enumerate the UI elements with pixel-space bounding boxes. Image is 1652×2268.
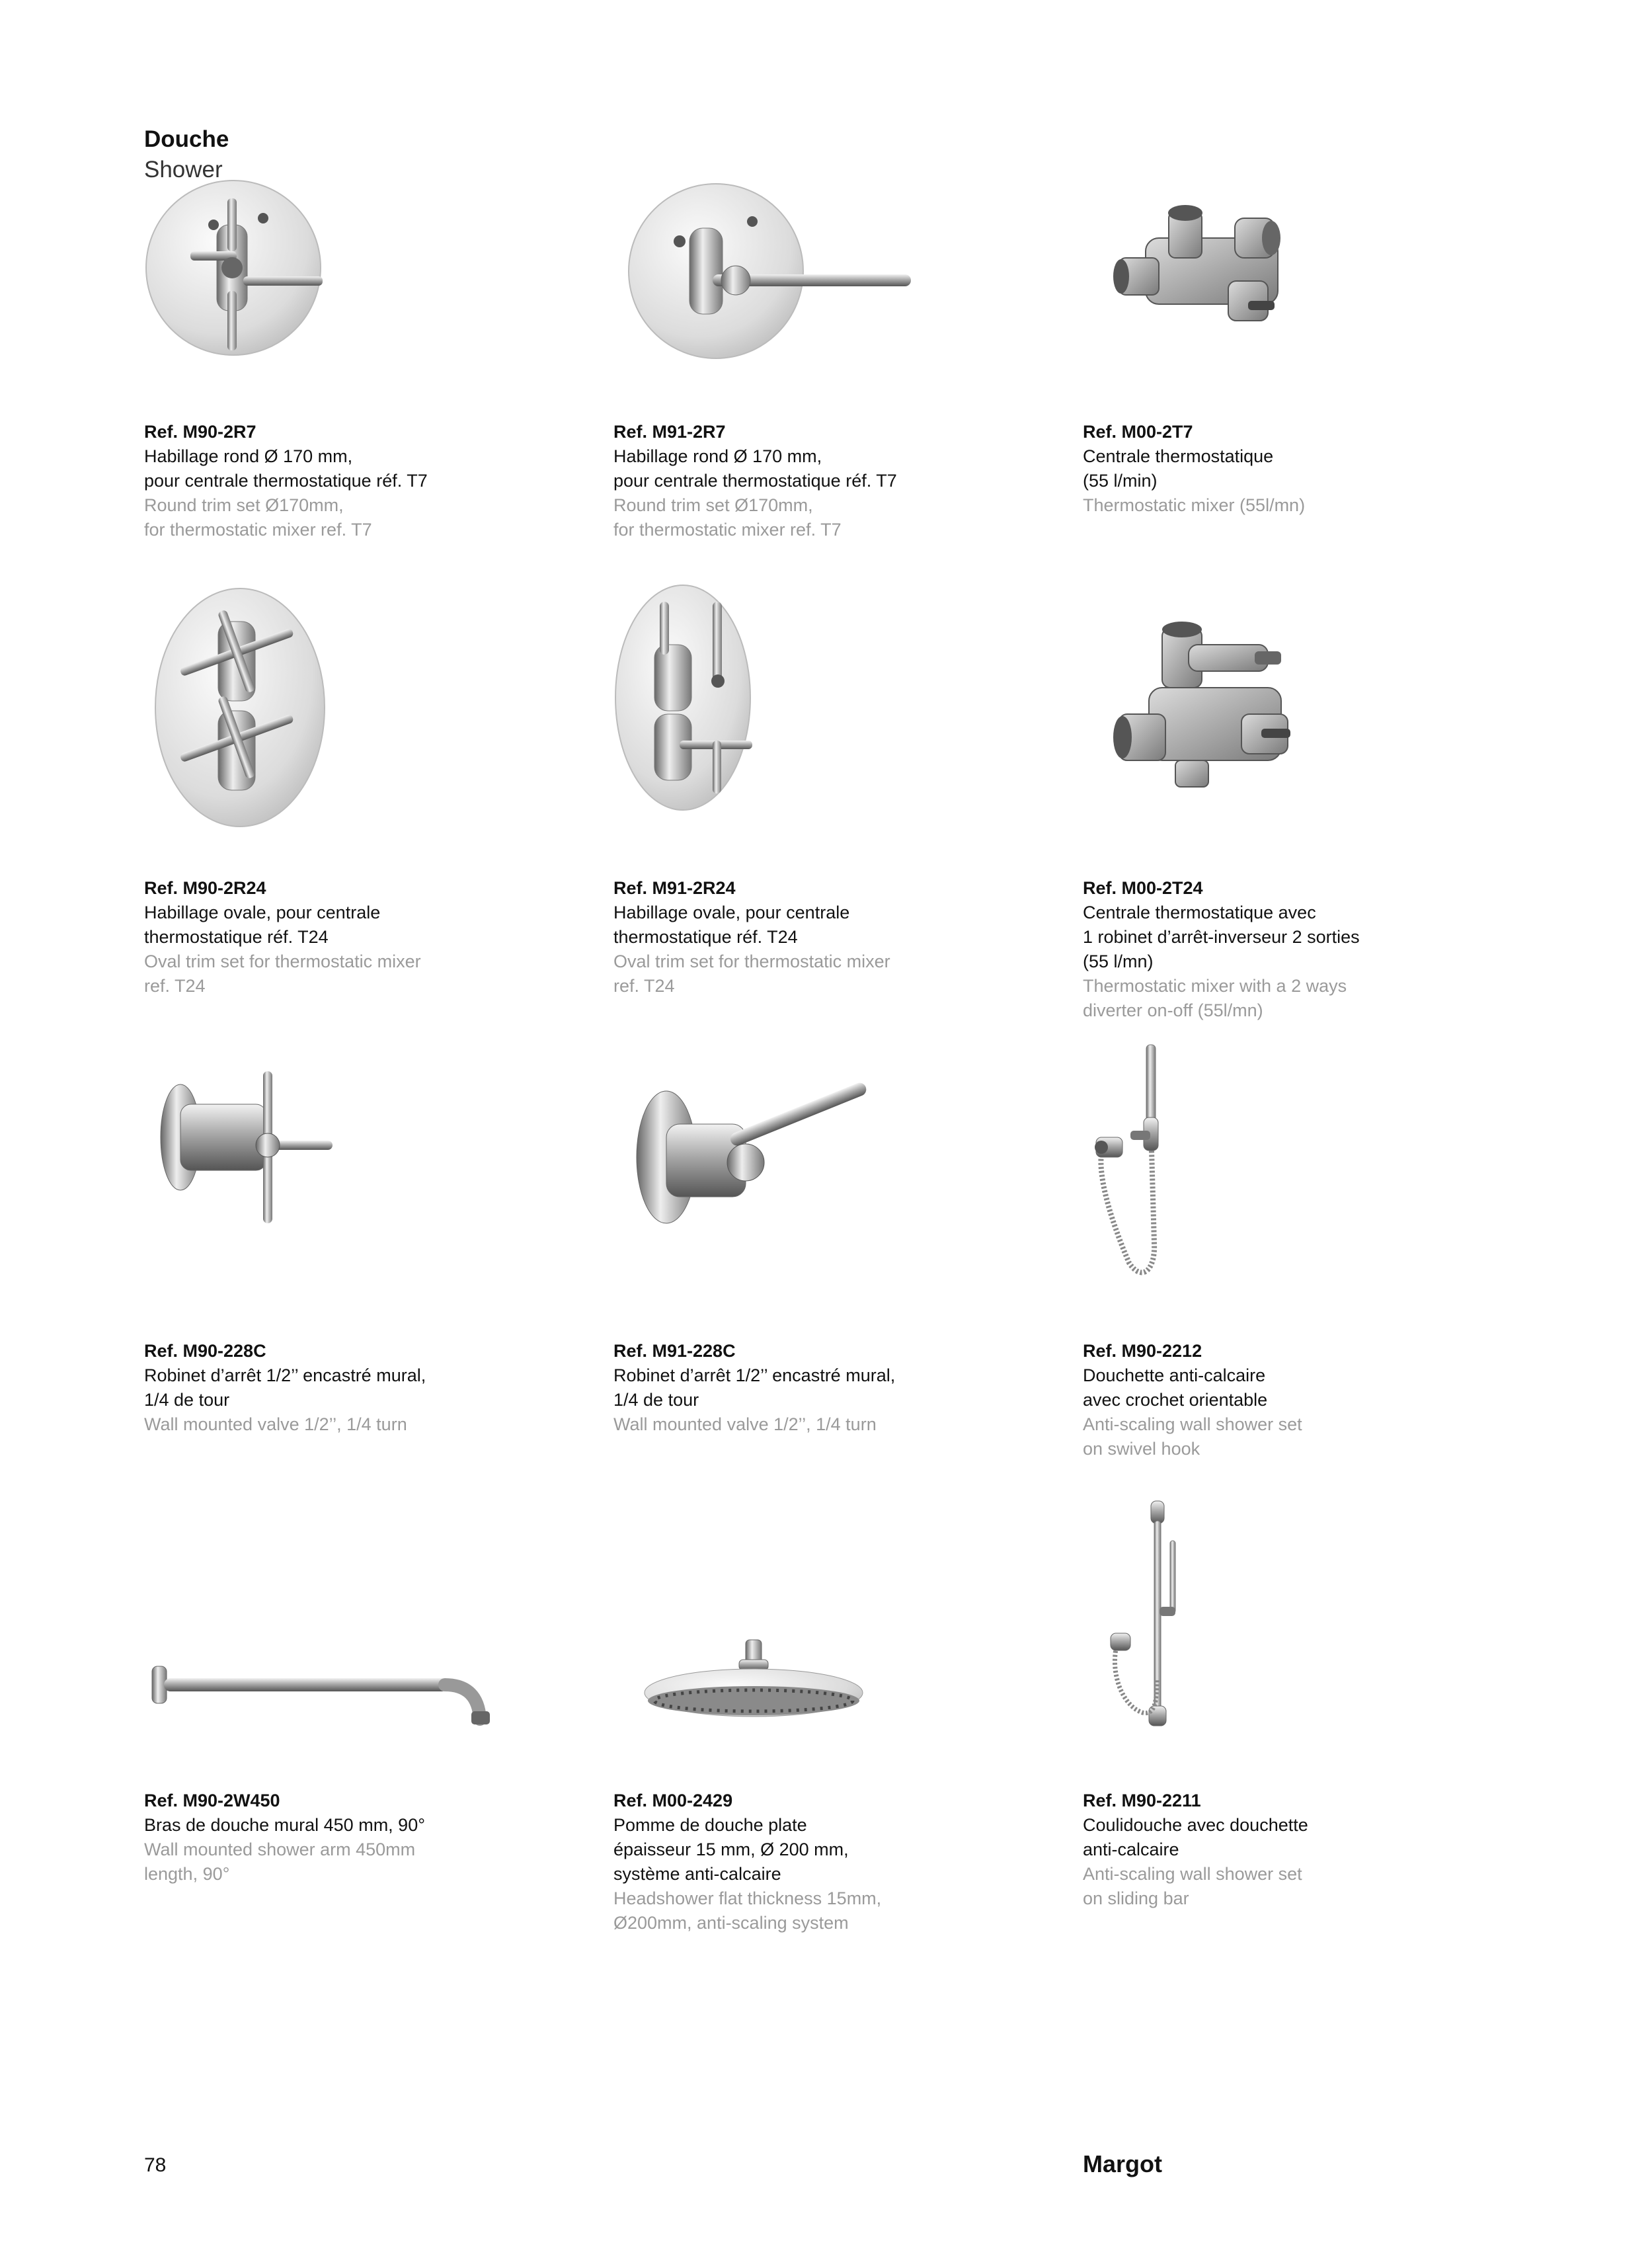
product-desc-fr: (55 l/mn)	[1083, 952, 1154, 971]
product-desc-fr: 1/4 de tour	[144, 1390, 230, 1410]
product-desc-en: diverter on-off (55l/mn)	[1083, 1000, 1263, 1020]
round-lever-trim-icon	[613, 159, 1037, 384]
product-desc-fr: Centrale thermostatique	[1083, 446, 1274, 466]
product-desc-fr: Habillage rond Ø 170 mm,	[613, 446, 822, 466]
product-desc-fr: Habillage ovale, pour centrale	[144, 903, 381, 922]
product-desc-fr: système anti-calcaire	[613, 1864, 781, 1884]
product-desc-fr: Habillage rond Ø 170 mm,	[144, 446, 353, 466]
product-desc-fr: Douchette anti-calcaire	[1083, 1365, 1266, 1385]
product-desc-en: Thermostatic mixer (55l/mn)	[1083, 495, 1306, 515]
product-desc-en: Wall mounted valve 1/2’’, 1/4 turn	[144, 1414, 407, 1434]
product-desc-en: ref. T24	[144, 976, 206, 996]
product-desc-fr: (55 l/min)	[1083, 471, 1158, 491]
hand-shower-hook-icon	[1083, 1045, 1506, 1270]
product-desc-en: Anti-scaling wall shower set	[1083, 1414, 1302, 1434]
lever-valve-icon	[613, 1045, 1037, 1270]
section-title-en: Shower	[144, 157, 223, 182]
product-desc-fr: pour centrale thermostatique réf. T7	[613, 471, 897, 491]
page-number: 78	[144, 2154, 167, 2176]
oval-cross-trim-icon	[144, 582, 567, 807]
product-desc-fr: Pomme de douche plate	[613, 1815, 807, 1835]
sliding-bar-shower-icon	[1083, 1501, 1506, 1726]
product-desc-fr: Robinet d’arrêt 1/2’’ encastré mural,	[144, 1365, 426, 1385]
product-desc-en: on swivel hook	[1083, 1439, 1200, 1459]
brand-name: Margot	[1083, 2150, 1162, 2177]
thermostatic-diverter-body-icon	[1083, 582, 1506, 807]
product-ref: Ref. M91-2R24	[613, 878, 736, 898]
product-desc-fr: anti-calcaire	[1083, 1840, 1179, 1859]
product-desc-fr: 1 robinet d’arrêt-inverseur 2 sorties	[1083, 927, 1360, 947]
product-desc-en: Oval trim set for thermostatic mixer	[144, 952, 421, 971]
shower-arm-icon	[144, 1501, 567, 1726]
product-desc-en: Oval trim set for thermostatic mixer	[613, 952, 890, 971]
cross-valve-icon	[144, 1045, 567, 1270]
product-desc-fr: Centrale thermostatique avec	[1083, 903, 1316, 922]
section-title-fr: Douche	[144, 126, 229, 152]
product-desc-en: Wall mounted shower arm 450mm	[144, 1840, 416, 1859]
headshower-icon	[613, 1501, 1037, 1726]
product-desc-en: Anti-scaling wall shower set	[1083, 1864, 1302, 1884]
product-desc-fr: thermostatique réf. T24	[613, 927, 798, 947]
product-desc-fr: Robinet d’arrêt 1/2’’ encastré mural,	[613, 1365, 896, 1385]
product-desc-en: for thermostatic mixer ref. T7	[613, 520, 842, 540]
product-ref: Ref. M90-2211	[1083, 1791, 1201, 1810]
product-desc-en: for thermostatic mixer ref. T7	[144, 520, 372, 540]
product-ref: Ref. M90-2W450	[144, 1791, 280, 1810]
product-desc-en: ref. T24	[613, 976, 675, 996]
product-ref: Ref. M00-2T24	[1083, 878, 1203, 898]
product-desc-fr: 1/4 de tour	[613, 1390, 699, 1410]
round-cross-trim-icon	[144, 159, 567, 384]
product-ref: Ref. M90-2R24	[144, 878, 266, 898]
product-desc-en: Round trim set Ø170mm,	[613, 495, 813, 515]
product-desc-fr: épaisseur 15 mm, Ø 200 mm,	[613, 1840, 849, 1859]
product-ref: Ref. M90-2R7	[144, 422, 256, 442]
product-desc-en: Wall mounted valve 1/2’’, 1/4 turn	[613, 1414, 877, 1434]
product-desc-en: Thermostatic mixer with a 2 ways	[1083, 976, 1347, 996]
product-desc-en: Round trim set Ø170mm,	[144, 495, 344, 515]
product-desc-fr: Habillage ovale, pour centrale	[613, 903, 850, 922]
product-ref: Ref. M00-2429	[613, 1791, 733, 1810]
product-ref: Ref. M00-2T7	[1083, 422, 1193, 442]
product-desc-fr: avec crochet orientable	[1083, 1390, 1268, 1410]
product-desc-en: length, 90°	[144, 1864, 230, 1884]
product-ref: Ref. M90-228C	[144, 1341, 266, 1361]
product-ref: Ref. M91-228C	[613, 1341, 736, 1361]
thermostatic-body-icon	[1083, 159, 1506, 384]
oval-lever-trim-icon	[613, 582, 1037, 807]
product-ref: Ref. M90-2212	[1083, 1341, 1202, 1361]
product-desc-fr: thermostatique réf. T24	[144, 927, 329, 947]
product-desc-en: Headshower flat thickness 15mm,	[613, 1888, 882, 1908]
product-desc-fr: Bras de douche mural 450 mm, 90°	[144, 1815, 426, 1835]
product-ref: Ref. M91-2R7	[613, 422, 726, 442]
product-desc-fr: Coulidouche avec douchette	[1083, 1815, 1308, 1835]
product-desc-fr: pour centrale thermostatique réf. T7	[144, 471, 428, 491]
product-desc-en: on sliding bar	[1083, 1888, 1189, 1908]
product-desc-en: Ø200mm, anti-scaling system	[613, 1913, 849, 1933]
